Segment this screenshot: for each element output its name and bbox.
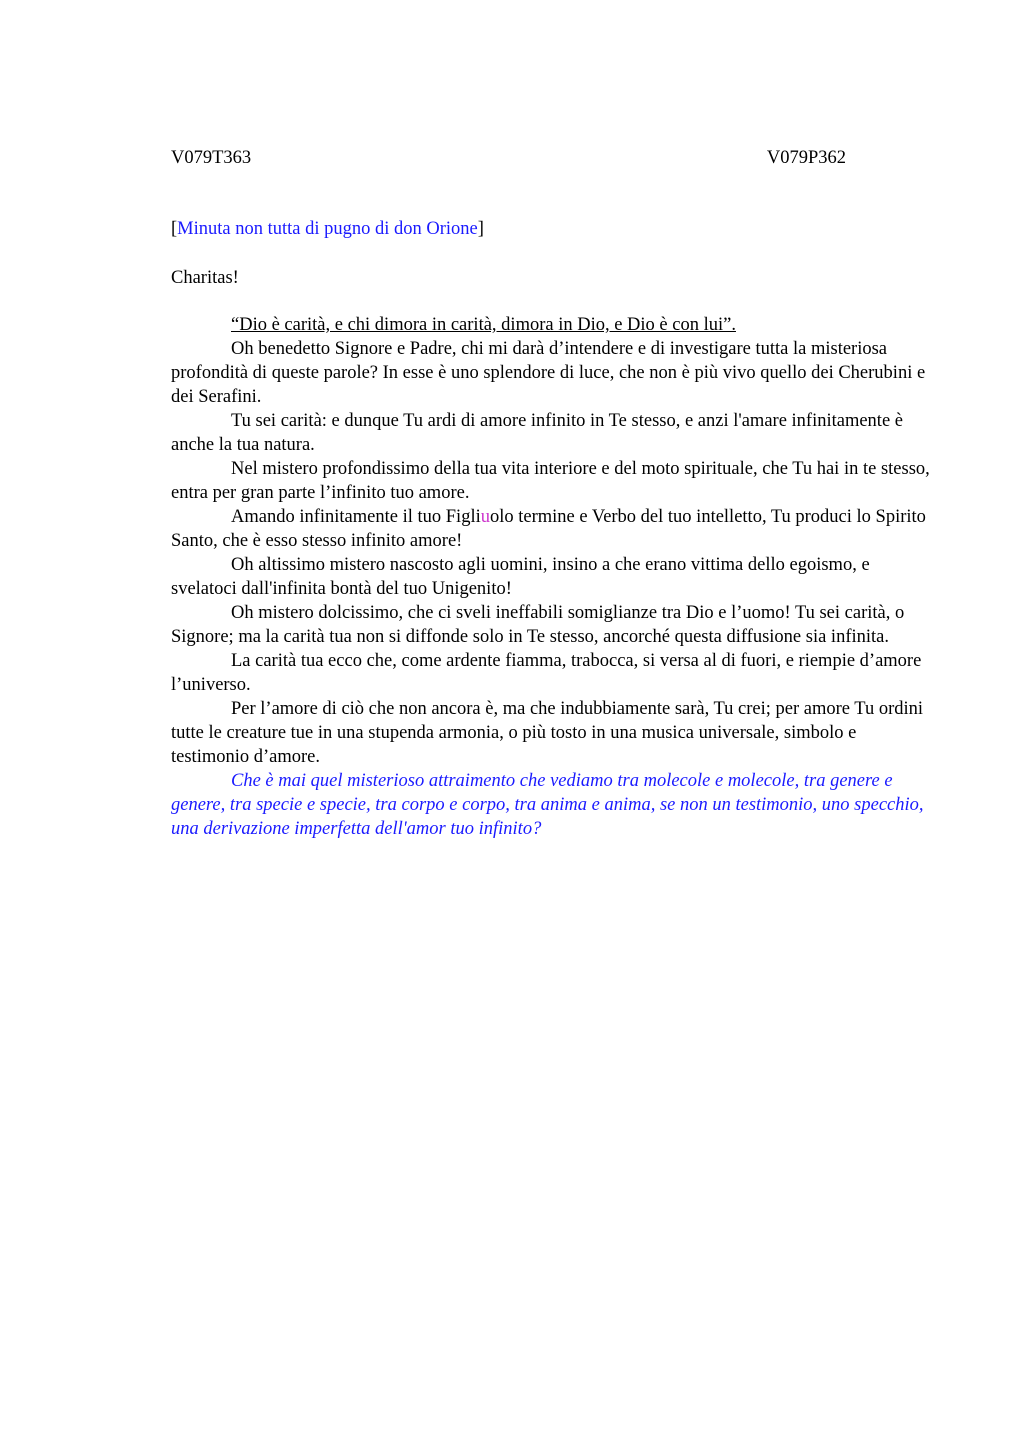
highlighted-letter: u: [480, 507, 490, 527]
note-text: Minuta non tutta di pugno di don Orione: [177, 219, 478, 239]
letter-body: [171, 313, 931, 841]
paragraph-8: La carità tua ecco che, come ardente fiamma, trabocca, si versa al di fuori, e riempie d’amore l’universo.: [171, 651, 922, 695]
note-close-bracket: ]: [477, 219, 484, 239]
note-open-bracket: [: [171, 219, 178, 239]
paragraph-5-end: olo termine e Verbo del tuo intelletto, Tu produci lo Spirito Santo, che è esso stesso infinito amore!: [171, 507, 926, 551]
paragraph-7: Oh mistero dolcissimo, che ci sveli ineffabili somiglianze tra Dio e l’uomo! Tu sei carità, o Signore; ma la carità tua non si diffonde solo in Te stesso, ancorché questa diffusione sia infinita.: [171, 603, 905, 647]
right-reference-code: V079P362: [766, 148, 846, 168]
salutation: Charitas!: [171, 268, 239, 288]
scripture-quote: “Dio è carità, e chi dimora in carità, dimora in Dio, e Dio è con lui”.: [231, 315, 736, 335]
paragraph-quote: [171, 313, 931, 337]
paragraph-4: Nel mistero profondissimo della tua vita interiore e del moto spirituale, che Tu hai in te stesso, entra per gran parte l’infinito tuo amore.: [171, 459, 930, 503]
paragraph-9: Per l’amore di ciò che non ancora è, ma che indubbiamente sarà, Tu crei; per amore Tu ordini tutte le creature tue in una stupenda armonia, o più tosto in una musica universale, simbolo e testimonio d’amore.: [171, 699, 924, 767]
page-header: [171, 146, 846, 170]
editorial-note: [171, 217, 484, 241]
paragraph-6: Oh altissimo mistero nascosto agli uomini, insino a che erano vittima dello egoismo, e svelatoci dall'infinita bontà del tuo Unigenito!: [171, 555, 870, 599]
paragraph-10-italic: Che è mai quel misterioso attraimento che vediamo tra molecole e molecole, tra genere e genere, tra specie e specie, tra corpo e corpo, tra anima e anima, se non un testimonio, uno specchio, una derivazione imperfetta dell'amor tuo infinito?: [171, 771, 924, 839]
left-reference-code: V079T363: [171, 148, 252, 168]
paragraph-3: Tu sei carità: e dunque Tu ardi di amore infinito in Te stesso, e anzi l'amare infinitamente è anche la tua natura.: [171, 411, 903, 455]
paragraph-5: [171, 505, 931, 553]
paragraph-2: Oh benedetto Signore e Padre, chi mi darà d’intendere e di investigare tutta la misteriosa profondità di queste parole? In esse è uno splendore di luce, che non è più vivo quello dei Cherubini e dei Serafini.: [171, 339, 926, 407]
paragraph-5-start: Amando infinitamente il tuo Figli: [231, 507, 481, 527]
